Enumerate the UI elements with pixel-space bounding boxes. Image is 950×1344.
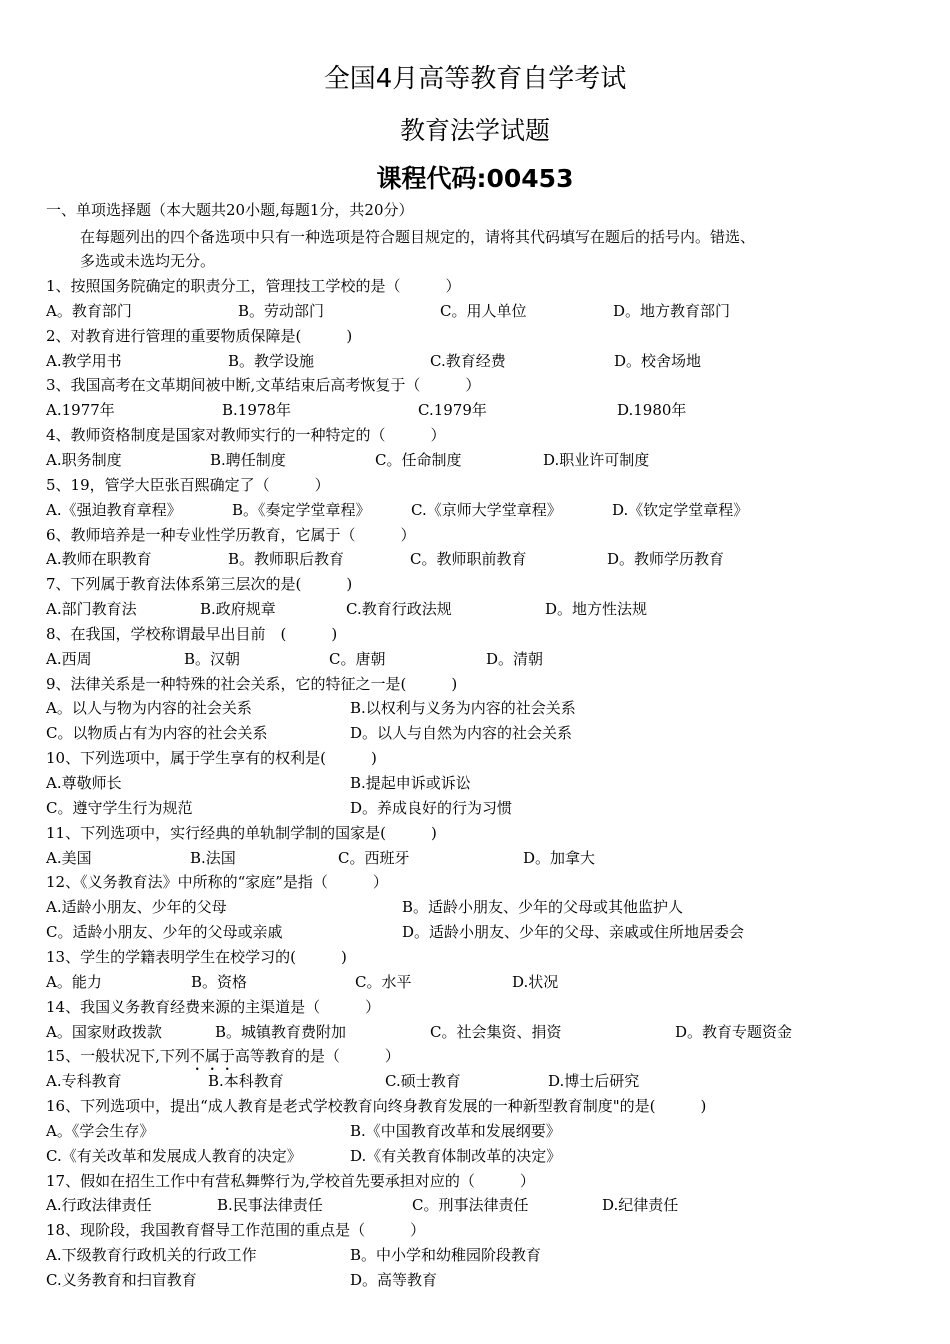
answer-option: B。城镇教育费附加 <box>215 1022 347 1041</box>
answer-option: A。《学会生存》 <box>46 1121 155 1140</box>
question-stem: 2、对教育进行管理的重要物质保障是( ) <box>46 326 353 345</box>
answer-option: D。教育专题资金 <box>675 1022 793 1041</box>
answer-option: A.西周 <box>46 649 92 668</box>
section-heading: 一、单项选择题（本大题共20小题,每题1分，共20分） <box>46 201 414 219</box>
answer-option: D。适龄小朋友、少年的父母、亲戚或住所地居委会 <box>402 923 745 942</box>
answer-option: A.适龄小朋友、少年的父母 <box>46 898 227 917</box>
answer-option: D。校舍场地 <box>614 351 702 370</box>
question-stem: 17、假如在招生工作中有营私舞弊行为,学校首先要承担对应的（ ） <box>46 1171 535 1190</box>
answer-option: B.聘任制度 <box>210 450 286 469</box>
answer-option: A.下级教育行政机关的行政工作 <box>46 1246 257 1265</box>
answer-option: D。地方性法规 <box>545 600 648 619</box>
question-stem-part: 15、一般状况下,下列 <box>46 1047 190 1066</box>
answer-option: C.《京师大学堂章程》 <box>411 500 562 519</box>
section-instruction: 多选或未选均无分。 <box>80 252 216 270</box>
answer-option: A.部门教育法 <box>46 600 137 619</box>
answer-option: D.《钦定学堂章程》 <box>612 500 749 519</box>
answer-option: C。刑事法律责任 <box>412 1196 529 1215</box>
question-stem: 18、现阶段，我国教育督导工作范围的重点是（ ） <box>46 1221 426 1240</box>
answer-option: D.纪律责任 <box>602 1196 679 1215</box>
question-stem: 10、下列选项中，属于学生享有的权利是( ) <box>46 749 377 768</box>
answer-option: D。教师学历教育 <box>607 550 725 569</box>
answer-option: D。地方教育部门 <box>613 301 731 320</box>
answer-option: C.教育经费 <box>430 351 506 370</box>
answer-option: D。清朝 <box>486 649 544 668</box>
answer-option: B.提起申诉或诉讼 <box>350 774 471 792</box>
answer-option: C。唐朝 <box>329 649 386 668</box>
answer-option: B。汉朝 <box>184 649 241 668</box>
answer-option: A.专科教育 <box>46 1072 122 1091</box>
answer-option: D.状况 <box>512 972 559 991</box>
answer-option: B.政府规章 <box>200 600 276 619</box>
answer-option: D.1980年 <box>617 401 687 420</box>
answer-option: B.本科教育 <box>208 1072 284 1091</box>
answer-option: A.美国 <box>46 848 92 867</box>
answer-option: D。养成良好的行为习惯 <box>350 798 513 817</box>
answer-option: B.1978年 <box>222 401 291 420</box>
answer-option: C。西班牙 <box>338 848 410 867</box>
answer-option: A.教师在职教育 <box>46 550 152 569</box>
answer-option: D。以人与自然为内容的社会关系 <box>350 724 573 743</box>
question-stem: 4、教师资格制度是国家对教师实行的一种特定的（ ） <box>46 426 446 445</box>
question-stem: 11、下列选项中，实行经典的单轨制学制的国家是( ) <box>46 823 437 842</box>
answer-option: D.博士后研究 <box>548 1072 640 1091</box>
question-stem: 7、下列属于教育法体系第三层次的是( ) <box>46 575 353 594</box>
exam-title: 全国4月高等教育自学考试 <box>323 64 627 94</box>
question-stem: 5、19，管学大臣张百熙确定了（ ） <box>46 475 330 494</box>
answer-option: C。适龄小朋友、少年的父母或亲戚 <box>46 923 283 942</box>
answer-option: D.职业许可制度 <box>543 450 650 469</box>
question-stem: 1、按照国务院确定的职责分工，管理技工学校的是（ ） <box>46 277 461 295</box>
question-stem: 12、《义务教育法》中所称的“家庭”是指（ ） <box>46 873 388 892</box>
answer-option: B.民事法律责任 <box>217 1196 323 1215</box>
answer-option: A。教育部门 <box>46 301 132 320</box>
answer-option: B.《中国教育改革和发展纲要》 <box>350 1121 561 1140</box>
answer-option: B。教学设施 <box>228 351 315 370</box>
answer-option: C.1979年 <box>418 401 487 420</box>
answer-option: D.《有关教育体制改革的决定》 <box>350 1146 562 1165</box>
answer-option: B.以权利与义务为内容的社会关系 <box>350 699 576 718</box>
question-stem: 14、我国义务教育经费来源的主渠道是（ ） <box>46 997 381 1016</box>
answer-option: A.1977年 <box>46 401 115 420</box>
answer-option: A。能力 <box>46 972 102 991</box>
answer-option: C。遵守学生行为规范 <box>46 798 193 817</box>
exam-subtitle: 教育法学试题 <box>399 116 550 145</box>
answer-option: A.《强迫教育章程》 <box>46 500 182 519</box>
answer-option: B。适龄小朋友、少年的父母或其他监护人 <box>402 898 684 917</box>
answer-option: A.职务制度 <box>46 450 122 469</box>
question-stem: 6、教师培养是一种专业性学历教育，它属于（ ） <box>46 525 416 544</box>
answer-option: D。加拿大 <box>523 848 596 867</box>
answer-option: D。高等教育 <box>350 1271 438 1289</box>
answer-option: A。以人与物为内容的社会关系 <box>46 699 252 718</box>
answer-option: A。国家财政拨款 <box>46 1022 162 1041</box>
answer-option: C.硕士教育 <box>385 1072 461 1091</box>
answer-option: C。以物质占有为内容的社会关系 <box>46 724 268 743</box>
answer-option: C。教师职前教育 <box>410 550 527 569</box>
answer-option: B。教师职后教育 <box>228 550 345 569</box>
course-code: 课程代码:00453 <box>376 164 574 193</box>
answer-option: B。资格 <box>191 972 248 991</box>
question-stem: 3、我国高考在文革期间被中断,文革结束后高考恢复于（ ） <box>46 376 481 395</box>
answer-option: A.尊敬师长 <box>46 774 122 792</box>
question-stem: 13、学生的学籍表明学生在校学习的( ) <box>46 947 347 966</box>
answer-option: B。《奏定学堂章程》 <box>232 500 371 519</box>
answer-option: C。用人单位 <box>440 301 527 320</box>
question-stem-emphasis: 不属于 <box>189 1047 235 1066</box>
section-instruction: 在每题列出的四个备选项中只有一种选项是符合题目规定的，请将其代码填写在题后的括号内。错选、 <box>80 228 756 246</box>
question-stem-part: 高等教育的是（ ） <box>234 1047 400 1066</box>
answer-option: C.义务教育和扫盲教育 <box>46 1271 197 1289</box>
answer-option: A.行政法律责任 <box>46 1196 152 1215</box>
answer-option: B.法国 <box>190 848 236 867</box>
answer-option: C.《有关改革和发展成人教育的决定》 <box>46 1146 302 1165</box>
answer-option: C.教育行政法规 <box>346 600 452 619</box>
question-stem: 16、下列选项中，提出“成人教育是老式学校教育向终身教育发展的一种新型教育制度"的是( ) <box>46 1097 707 1116</box>
question-stem: 8、在我国，学校称谓最早出目前 ( ) <box>46 624 338 643</box>
answer-option: B。劳动部门 <box>238 301 325 320</box>
answer-option: B。中小学和幼稚园阶段教育 <box>350 1246 542 1265</box>
answer-option: A.教学用书 <box>46 351 122 370</box>
answer-option: C。水平 <box>355 972 412 991</box>
answer-option: C。任命制度 <box>375 450 462 469</box>
answer-option: C。社会集资、捐资 <box>430 1022 562 1041</box>
question-stem <box>46 1046 400 1074</box>
question-stem: 9、法律关系是一种特殊的社会关系，它的特征之一是( ) <box>46 674 458 693</box>
